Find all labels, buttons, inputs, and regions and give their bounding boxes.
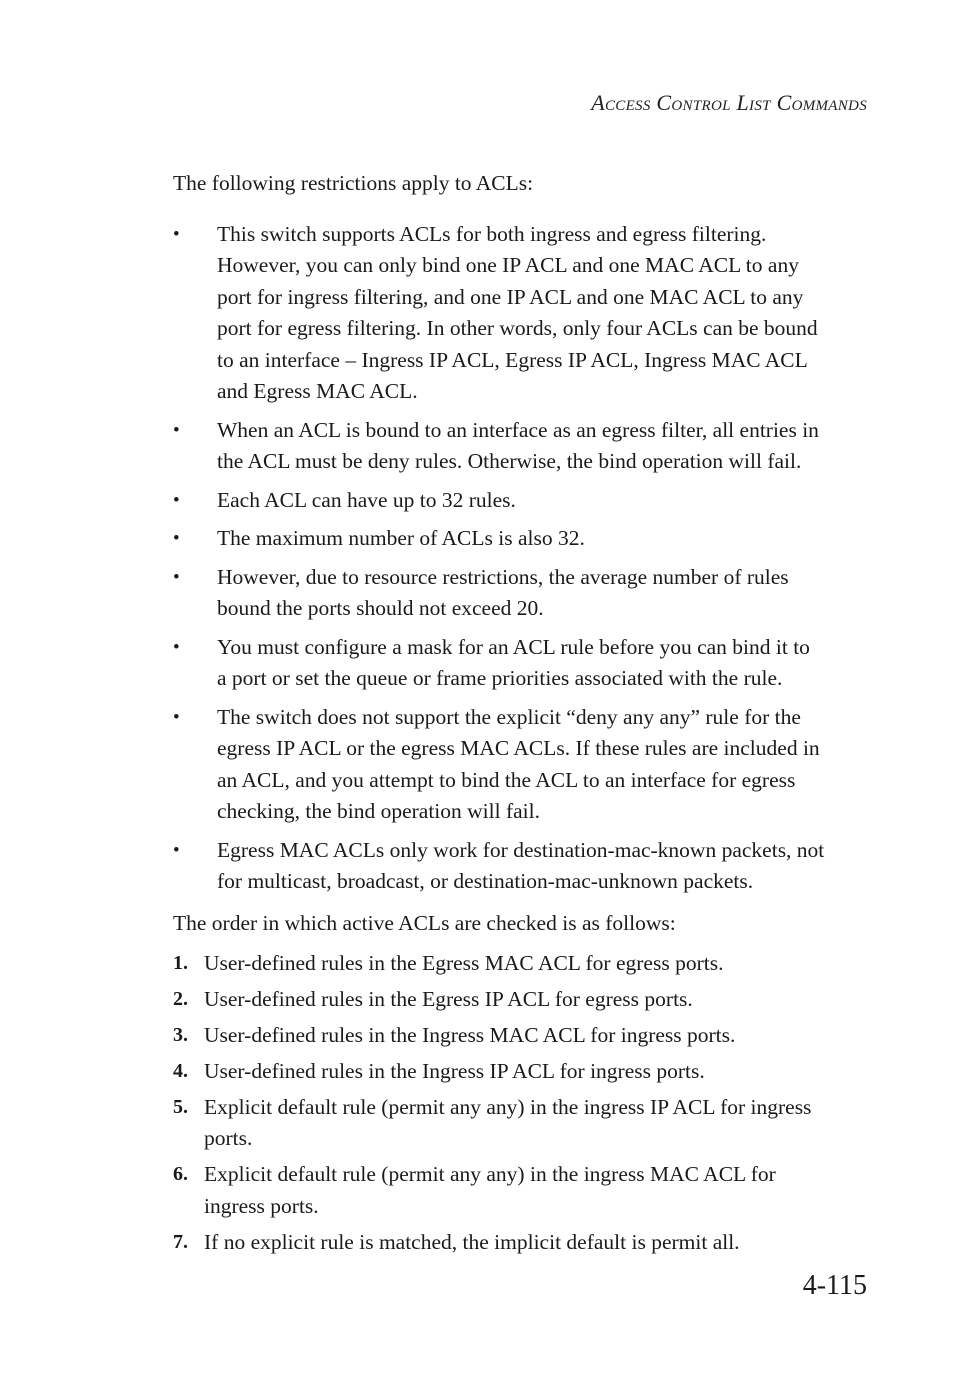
restriction-item — [173, 702, 873, 828]
bullet-icon: • — [173, 224, 180, 245]
restriction-line: egress IP ACL or the egress MAC ACLs. If these rules are included in — [217, 736, 820, 761]
order-step — [173, 1227, 873, 1258]
restriction-line: However, you can only bind one IP ACL and one MAC ACL to any — [217, 253, 799, 278]
step-line: User-defined rules in the Egress MAC ACL for egress ports. — [204, 951, 724, 975]
step-number: 5. — [173, 1096, 188, 1118]
step-number: 2. — [173, 988, 188, 1010]
step-line: User-defined rules in the Ingress IP ACL for ingress ports. — [204, 1059, 705, 1083]
restriction-line: for multicast, broadcast, or destination-mac-unknown packets. — [217, 869, 754, 894]
running-header: Access Control List Commands — [591, 90, 867, 115]
step-number: 3. — [173, 1024, 188, 1046]
restriction-line: The maximum number of ACLs is also 32. — [217, 526, 585, 551]
restriction-line: The switch does not support the explicit “deny any any” rule for the — [217, 704, 801, 729]
step-line: User-defined rules in the Egress IP ACL for egress ports. — [204, 987, 693, 1011]
restriction-line: bound the ports should not exceed 20. — [217, 596, 544, 621]
bullet-icon: • — [173, 706, 180, 728]
step-line: Explicit default rule (permit any any) in the ingress IP ACL for ingress — [204, 1095, 812, 1119]
step-number: 1. — [173, 952, 188, 974]
restriction-line: Egress MAC ACLs only work for destination-mac-known packets, not — [217, 837, 825, 862]
bullet-icon: • — [173, 489, 180, 511]
order-step — [173, 1056, 873, 1087]
step-line: ports. — [204, 1126, 253, 1151]
step-line: Explicit default rule (permit any any) in the ingress MAC ACL for — [204, 1162, 776, 1187]
restriction-line: to an interface – Ingress IP ACL, Egress IP ACL, Ingress MAC ACL — [217, 347, 808, 372]
step-number: 7. — [173, 1230, 188, 1253]
step-number: 4. — [173, 1060, 188, 1082]
order-step — [173, 948, 873, 979]
order-step — [173, 984, 873, 1015]
restriction-line: port for egress filtering. In other words, only four ACLs can be bound — [217, 316, 818, 341]
restriction-line: port for ingress filtering, and one IP ACL and one MAC ACL to any — [217, 284, 804, 309]
restriction-line: However, due to resource restrictions, the average number of rules — [217, 564, 789, 589]
restriction-item — [173, 835, 873, 898]
bullet-icon: • — [173, 636, 180, 658]
step-number: 6. — [173, 1163, 188, 1186]
order-step — [173, 1092, 873, 1155]
restriction-item — [173, 523, 873, 554]
step-line: User-defined rules in the Ingress MAC ACL for ingress ports. — [204, 1023, 736, 1047]
restriction-line: This switch supports ACLs for both ingress and egress filtering. — [217, 222, 767, 246]
bullet-icon: • — [173, 566, 180, 588]
order-step — [173, 1020, 873, 1051]
restriction-item — [173, 485, 873, 516]
restriction-line: a port or set the queue or frame priorities associated with the rule. — [217, 666, 783, 691]
restriction-line: You must configure a mask for an ACL rule before you can bind it to — [217, 634, 810, 659]
step-line: If no explicit rule is matched, the implicit default is permit all. — [204, 1229, 740, 1254]
restriction-item — [173, 632, 873, 695]
order-steps-list — [173, 948, 873, 1263]
restrictions-intro: The following restrictions apply to ACLs: — [173, 171, 534, 195]
restriction-line: Each ACL can have up to 32 rules. — [217, 487, 516, 512]
restriction-line: the ACL must be deny rules. Otherwise, the bind operation will fail. — [217, 449, 802, 474]
page-number: 4-115 — [802, 1270, 867, 1301]
order-step — [173, 1159, 873, 1222]
step-line: ingress ports. — [204, 1193, 319, 1218]
restriction-line: an ACL, and you attempt to bind the ACL to an interface for egress — [217, 767, 796, 792]
restriction-line: checking, the bind operation will fail. — [217, 799, 541, 824]
restriction-line: When an ACL is bound to an interface as an egress filter, all entries in — [217, 417, 819, 442]
restriction-item — [173, 415, 873, 478]
bullet-icon: • — [173, 839, 180, 861]
bullet-icon: • — [173, 528, 180, 550]
order-intro: The order in which active ACLs are checked is as follows: — [173, 911, 676, 935]
bullet-icon: • — [173, 419, 180, 441]
restriction-line: and Egress MAC ACL. — [217, 379, 418, 404]
restriction-item — [173, 562, 873, 625]
restrictions-list — [173, 219, 873, 905]
restriction-item — [173, 219, 873, 407]
